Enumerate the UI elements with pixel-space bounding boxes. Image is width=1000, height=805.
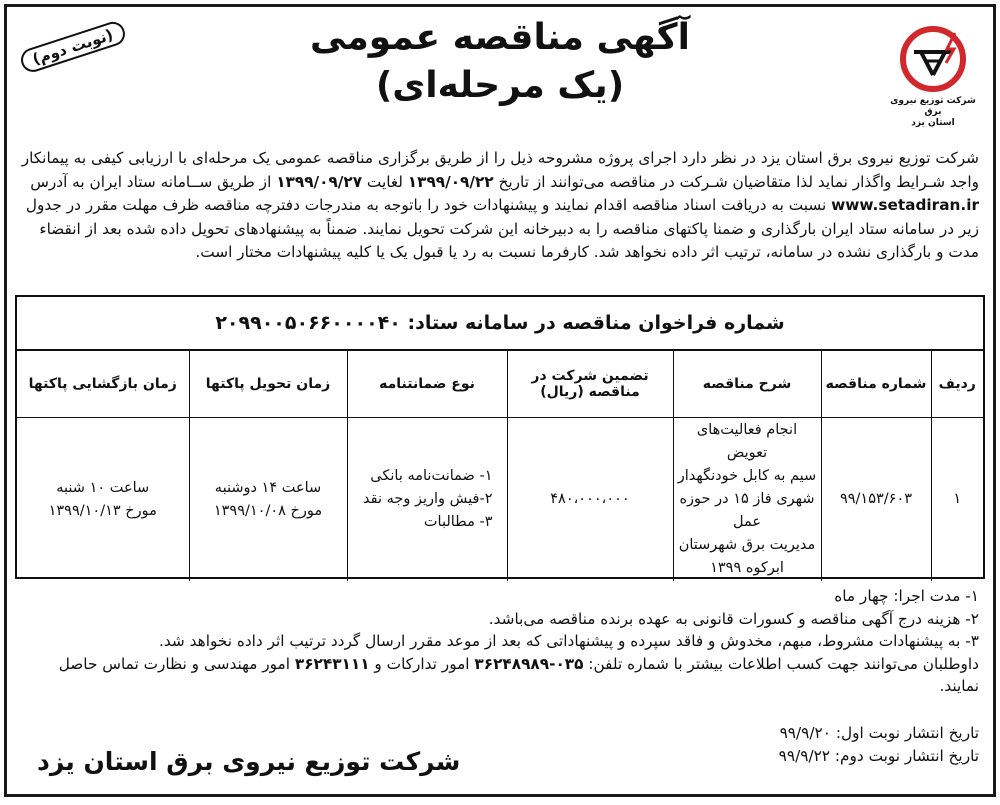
cell-guarantee-amount: ۴۸۰،۰۰۰،۰۰۰ [507,418,673,582]
header-tender-number: شماره مناقصه [821,351,931,418]
tender-table [15,295,985,579]
notice-title [7,15,993,109]
second-round-stamp: (نوبت دوم) [18,19,128,75]
first-publication-date: تاریخ انتشار نوبت اول: ۹۹/۹/۲۰ [779,724,979,742]
footer-company-name: شرکت توزیع نیروی برق استان یزد [37,747,461,776]
tender-notice [4,4,996,797]
header-opening-time: زمان بازگشایی پاکتها [17,351,189,418]
header-guarantee: تضمین شرکت در مناقصه (ریال) [507,351,673,418]
cell-guarantee-types: ۱- ضمانت‌نامه بانکی ۲-فیش واریز وجه نقد ۳- مطالبات [347,418,507,582]
note-2: ۲- هزینه درج آگهی مناقصه و کسورات قانونی به عهده برنده مناقصه می‌باشد. [488,609,979,628]
header-row-index: ردیف [931,351,983,418]
intro-line4: زیر در سامانه ستاد ایران بارگذاری و ضمنا پاکتهای مناقصه را به دبیرخانه این شرکت تحویل نمایند. ضمناً به پیشنهادهای تحویل داده شده بعد از انقضاء [39,219,979,238]
intro-line5: مدت و بارگذاری نشده در سامانه، ترتیب اثر داده نخواهد شد. کارفرما نسبت به رد یا قبول یک یا کلیه پیشنهادات مختار است. [195,243,979,261]
call-number-banner: شماره فراخوان مناقصه در سامانه ستاد: ۲۰۹۹۰۰۵۰۶۶۰۰۰۰۴۰ [17,297,983,351]
notes-list [19,585,979,698]
cell-description: انجام فعالیت‌های تعویض سیم به کابل خودنگهدار شهری فاز ۱۵ در حوزه عمل مدیریت برق شهرستان ابرکوه ۱۳۹۹ [673,418,821,582]
publication-dates [779,722,979,768]
title-line2: (یک مرحله‌ای) [375,65,625,106]
intro-line1: شرکت توزیع نیروی برق استان یزد در نظر دارد اجرای پروژه مشروحه ذیل را از طریق برگزاری مناقصه عمومی یک مرحله‌ای با ارزیابی کیفی به پیمانکار [21,149,979,167]
table-row [17,418,983,582]
phone-procurement: ۰۳۵-۳۶۲۴۸۹۸۹ [474,654,584,673]
cell-opening-time: ساعت ۱۰ شنبه مورخ ۱۳۹۹/۱۰/۱۳ [17,418,189,582]
logo-caption: شرکت توزیع نیروی برق استان یزد [890,96,976,128]
header-delivery-time: زمان تحویل پاکتها [189,351,347,418]
call-number: ۲۰۹۹۰۰۵۰۶۶۰۰۰۰۴۰ [215,312,401,334]
date-from: ۱۳۹۹/۰۹/۲۲ [407,172,494,191]
header-guarantee-type: نوع ضمانتنامه [347,351,507,418]
date-to: ۱۳۹۹/۰۹/۲۷ [276,172,363,191]
second-publication-date: تاریخ انتشار نوبت دوم: ۹۹/۹/۲۲ [778,747,979,765]
title-line1: آگهی مناقصه عمومی [310,17,690,58]
table-header-row [17,351,983,418]
intro-line2: واجد شـرایط واگذار نماید لذا متقاضیان شـرکت در مناقصه می‌توانند از تاریخ ۱۳۹۹/۰۹/۲۲ لغایت ۱۳۹۹/۰۹/۲۷ از طریق ســامانه ستاد ایران به آدرس [30,172,979,191]
intro-line3: www.setadiran.ir نسبت به دریافت اسناد مناقصه اقدام نمایند و پیشنهادات خود را باتوجه به مندرجات دفترچه مناقصه ظرف مهلت مقرر در جدول [25,196,979,214]
cell-delivery-time: ساعت ۱۴ دوشنبه مورخ ۱۳۹۹/۱۰/۰۸ [189,418,347,582]
website-link[interactable]: www.setadiran.ir [831,196,979,214]
header-description: شرح مناقصه [673,351,821,418]
cell-tender-number: ۹۹/۱۵۳/۶۰۳ [821,418,931,582]
note-3: ۳- به پیشنهادات مشروط، مبهم، مخدوش و فاقد سپرده و پیشنهاداتی که بعد از موعد مقرر ارسال گردد ترتیب اثر داده نخواهد شد. [159,632,979,650]
cell-row-index: ۱ [931,418,983,582]
phone-engineering: ۳۶۲۴۳۱۱۱ [294,654,370,673]
contact-info: داوطلبان می‌توانند جهت کسب اطلاعات بیشتر با شماره تلفن: ۰۳۵-۳۶۲۴۸۹۸۹ امور تدارکات و ۳۶۲۴۳۱۱۱ امور مهندسی و نظارت تماس حاصل نمایند. [58,654,979,695]
intro-paragraph [19,147,979,265]
note-1: ۱- مدت اجرا: چهار ماه [834,587,979,605]
